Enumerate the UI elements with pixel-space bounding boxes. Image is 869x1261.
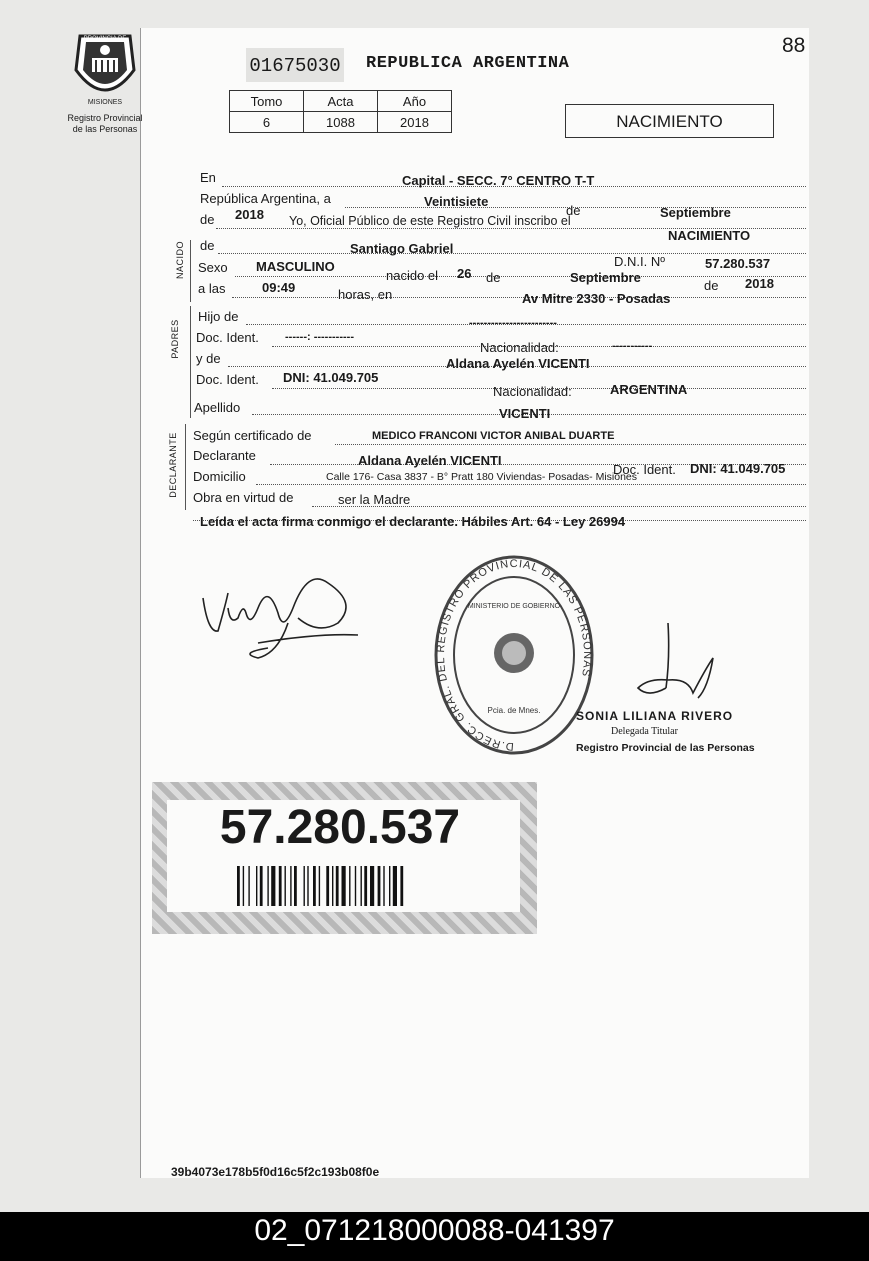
child-dni: 57.280.537: [705, 256, 771, 271]
y-de-label: y de: [196, 351, 221, 366]
en-value: Capital - SECC. 7° CENTRO T-T: [402, 173, 595, 188]
svg-text:MISIONES: MISIONES: [87, 99, 123, 106]
father-name: ------------------------: [469, 317, 557, 329]
dotted-line: [232, 297, 806, 298]
leida-statement: Leída el acta firma conmigo el declarante. Hábiles Art. 64 - Ley 26994: [200, 514, 626, 529]
section-divider-declarante: [185, 424, 186, 510]
mother-doc: DNI: 41.049.705: [283, 370, 379, 385]
declarante-doc: DNI: 41.049.705: [690, 461, 786, 476]
birth-place: Av Mitre 2330 - Posadas: [522, 291, 671, 306]
hijo-de-label: Hijo de: [198, 309, 239, 324]
official-stamp-icon: [432, 553, 597, 758]
registry-header-ano: Año: [378, 91, 452, 112]
dotted-line: [256, 484, 806, 485]
birth-year: 2018: [745, 276, 774, 291]
barcode-icon: [237, 866, 457, 906]
registry-value-row: [230, 112, 452, 133]
de2-label: de: [200, 212, 215, 227]
declarant-signature-icon: [198, 563, 368, 663]
republica-label: República Argentina, a: [200, 191, 331, 206]
obra-value: ser la Madre: [338, 492, 411, 507]
mother-name: Aldana Ayelén VICENTI: [446, 356, 590, 371]
inscribo-value: NACIMIENTO: [668, 228, 751, 243]
dni-label: D.N.I. Nº: [614, 254, 665, 269]
act-type-box: NACIMIENTO: [565, 104, 774, 138]
svg-text:MINISTERIO DE GOBIERNO: MINISTERIO DE GOBIERNO: [467, 603, 561, 610]
birth-hour: 09:49: [262, 280, 296, 295]
dotted-line: [335, 444, 806, 445]
logo-caption-2: de las Personas: [72, 124, 138, 134]
obra-label: Obra en virtud de: [193, 490, 294, 505]
birth-de-label-2: de: [704, 278, 719, 293]
apellido-label: Apellido: [194, 400, 241, 415]
section-divider-padres: [190, 306, 191, 418]
nacido-el-label: nacido el: [386, 268, 439, 283]
month-value: Septiembre: [660, 205, 731, 220]
sexo-label: Sexo: [198, 260, 228, 275]
registry-ano: 2018: [378, 112, 452, 133]
father-nac-label: Nacionalidad:: [480, 340, 559, 355]
document-hash: 39b4073e178b5f0d16c5f2c193b08f0e: [171, 1165, 380, 1179]
dni-label-number: 57.280.537: [219, 801, 461, 854]
section-label-declarante: DECLARANTE: [168, 432, 178, 498]
sexo-value: MASCULINO: [256, 259, 335, 274]
footer-id: 02_071218000088-041397: [254, 1214, 615, 1247]
svg-text:D.RECC. GRAL. DEL REGISTRO PRO: D.RECC. GRAL. DEL REGISTRO PROVINCIAL DE LAS PERSONAS: [434, 557, 594, 753]
official-office: Registro Provincial de las Personas: [576, 742, 755, 754]
footer-bar: [0, 1212, 869, 1261]
official-role: Delegada Titular: [611, 726, 678, 737]
logo-caption-1: Registro Provincial: [67, 113, 143, 123]
dotted-line: [235, 276, 806, 277]
en-label: En: [200, 170, 216, 185]
province-seal-icon: [70, 30, 140, 108]
cert-label: Según certificado de: [193, 428, 312, 443]
registry-header-tomo: Tomo: [230, 91, 304, 112]
official-name: SONIA LILIANA RIVERO: [576, 709, 734, 723]
cert-value: MEDICO FRANCONI VICTOR ANIBAL DUARTE: [372, 430, 615, 442]
father-doc: ------: -----------: [285, 331, 354, 343]
oficial-text: Yo, Oficial Público de este Registro Civil inscribo el: [289, 214, 571, 228]
declarante-name: Aldana Ayelén VICENTI: [358, 453, 502, 468]
year-value: 2018: [235, 207, 264, 222]
section-label-nacido: NACIDO: [175, 241, 185, 280]
registry-logo: [55, 30, 155, 135]
serial-number: 01675030: [246, 48, 344, 82]
svg-text:Pcia. de Mnes.: Pcia. de Mnes.: [487, 706, 541, 715]
apellido-value: VICENTI: [499, 406, 551, 421]
registry-table: [229, 90, 452, 133]
father-doc-label: Doc. Ident.: [196, 330, 259, 345]
mother-doc-label: Doc. Ident.: [196, 372, 259, 387]
birth-de-label: de: [486, 270, 501, 285]
country-title: REPUBLICA ARGENTINA: [366, 54, 570, 73]
svg-text:PROVINCIA DE: PROVINCIA DE: [83, 36, 127, 42]
registry-acta: 1088: [304, 112, 378, 133]
child-name: Santiago Gabriel: [350, 241, 454, 256]
birth-day: 26: [457, 266, 472, 281]
mother-nac-label: Nacionalidad:: [493, 384, 572, 399]
day-value: Veintisiete: [424, 194, 489, 209]
birth-month: Septiembre: [570, 270, 641, 285]
father-nac: -----------: [612, 340, 653, 352]
section-divider-nacido: [190, 240, 191, 302]
declarante-doc-label: Doc. Ident.: [613, 462, 676, 477]
official-signature-icon: [628, 618, 728, 713]
section-label-padres: PADRES: [170, 319, 180, 359]
domicilio-label: Domicilio: [193, 469, 246, 484]
de-label: de: [566, 203, 581, 218]
dotted-line: [218, 253, 806, 254]
mother-nac: ARGENTINA: [610, 382, 688, 397]
registry-header-acta: Acta: [304, 91, 378, 112]
declarante-label: Declarante: [193, 448, 256, 463]
a-las-label: a las: [198, 281, 226, 296]
registry-tomo: 6: [230, 112, 304, 133]
horas-label: horas, en: [338, 287, 393, 302]
registry-header-row: [230, 91, 452, 112]
domicilio-value: Calle 176- Casa 3837 - B° Pratt 180 Viviendas- Posadas- Misiones: [326, 471, 638, 483]
nacido-de-label: de: [200, 238, 215, 253]
page-number: 88: [782, 34, 806, 57]
